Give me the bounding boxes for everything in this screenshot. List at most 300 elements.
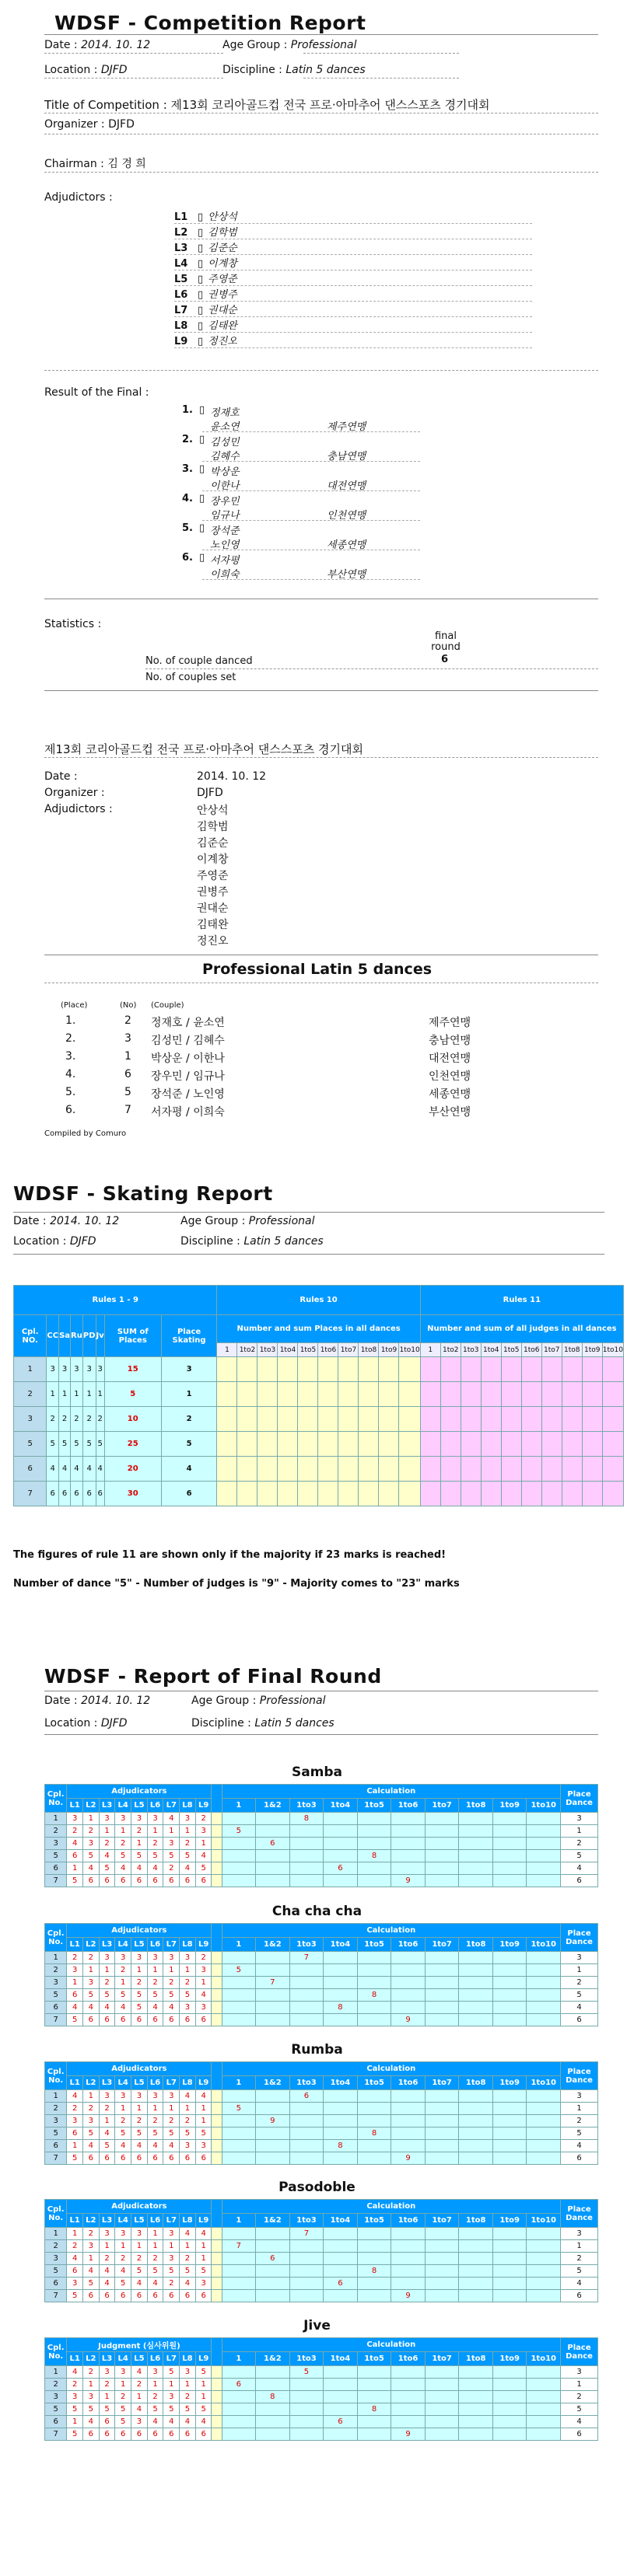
skating-dance-place: 4 <box>47 1457 59 1482</box>
calc-cell <box>289 2265 324 2278</box>
mark-cell: 3 <box>67 2278 83 2290</box>
summary-results <box>65 1014 532 1122</box>
rule10-cell <box>318 1432 338 1457</box>
calc-cell <box>357 2278 391 2290</box>
skating-row <box>14 1407 624 1432</box>
mark-cell: 2 <box>67 2379 83 2391</box>
rule10-cell <box>298 1382 318 1407</box>
rule10-cell <box>257 1407 278 1432</box>
adjudicator-col: L3 <box>99 2076 115 2090</box>
hdr-no: (No) <box>120 1001 137 1010</box>
calc-cell <box>425 2090 459 2103</box>
calc-cell: 8 <box>357 2403 391 2416</box>
calc-cell <box>492 2403 527 2416</box>
skating-sub-col: 1 <box>217 1343 237 1357</box>
rules-11-header: Rules 11 <box>420 1286 623 1315</box>
adjudicator-col: L9 <box>195 2352 212 2366</box>
calc-cell <box>527 1977 561 1989</box>
calc-col: 1&2 <box>256 2214 290 2228</box>
skating-dance-place: 4 <box>82 1457 96 1482</box>
blank-cell <box>212 2416 222 2428</box>
place-dance-cell: 5 <box>561 2127 598 2140</box>
calc-cell <box>527 1838 561 1850</box>
calc-col: 1to8 <box>459 2076 493 2090</box>
mark-cell: 2 <box>67 1952 83 1964</box>
summary-org-label: Organizer : <box>44 787 105 799</box>
mark-cell: 6 <box>82 2290 99 2302</box>
calc-cell <box>256 2090 290 2103</box>
summary-title: 제13회 코리아골드컵 전국 프로·아마추어 댄스스포츠 경기대회 <box>44 742 363 756</box>
blank-cell <box>212 2253 222 2265</box>
dance-cpl-no: 5 <box>45 1989 67 2002</box>
summary-adjudicator: 이계창 <box>197 853 229 866</box>
mark-cell: 4 <box>180 2090 196 2103</box>
skating-dance-place: 6 <box>47 1482 59 1506</box>
calc-cell <box>324 2366 358 2379</box>
mark-cell: 4 <box>82 2002 99 2014</box>
summary-couple: 김성민 / 김혜수 <box>151 1035 225 1047</box>
mark-cell: 5 <box>180 2403 196 2416</box>
calc-cell <box>222 2127 256 2140</box>
skating-sub-col: 1to3 <box>257 1343 278 1357</box>
rule10-cell <box>359 1457 379 1482</box>
result-row <box>171 552 529 581</box>
stat-couples-set: No. of couples set <box>145 672 236 683</box>
dance-row <box>45 1813 598 1825</box>
calc-cell <box>324 1964 358 1977</box>
dance-cpl-no: 2 <box>45 1964 67 1977</box>
calc-col: 1&2 <box>256 2352 290 2366</box>
mark-cell: 1 <box>82 2090 99 2103</box>
blank-cell <box>212 2278 222 2290</box>
calc-cell <box>459 1875 493 1887</box>
report-title: WDSF - Competition Report <box>54 12 366 34</box>
calc-cell <box>256 2416 290 2428</box>
mark-cell: 6 <box>147 2152 163 2165</box>
adjudicator-col: L7 <box>163 2352 180 2366</box>
rule11-cell <box>602 1432 623 1457</box>
rule10-cell <box>217 1432 237 1457</box>
calc-col: 1to3 <box>289 2352 324 2366</box>
calc-cell <box>492 1952 527 1964</box>
mark-cell: 6 <box>99 2428 115 2441</box>
calc-cell <box>357 1952 391 1964</box>
calc-cell: 6 <box>289 2090 324 2103</box>
mark-cell: 5 <box>82 1850 99 1862</box>
sk-age: Professional <box>248 1215 315 1227</box>
rule11-cell <box>501 1432 521 1457</box>
calc-cell <box>391 2140 426 2152</box>
calc-cell <box>391 1952 426 1964</box>
dance-name: Jive <box>303 2318 331 2333</box>
calc-cell <box>289 2103 324 2115</box>
mark-cell: 2 <box>115 2253 131 2265</box>
mark-cell: 3 <box>131 1813 148 1825</box>
mark-cell: 5 <box>131 1989 148 2002</box>
calc-cell <box>459 2240 493 2253</box>
calc-col: 1to8 <box>459 1799 493 1813</box>
summary-adjudicator: 김준순 <box>197 837 229 850</box>
mark-cell: 1 <box>180 2240 196 2253</box>
rule10-cell <box>359 1432 379 1457</box>
skating-table <box>13 1285 624 1506</box>
mark-cell: 6 <box>180 2014 196 2026</box>
mark-cell: 5 <box>99 2403 115 2416</box>
mark-cell: 2 <box>163 2115 180 2127</box>
skating-row <box>14 1382 624 1407</box>
result-label: Result of the Final : <box>44 386 149 399</box>
org-value: DJFD <box>108 118 135 131</box>
mark-cell: 6 <box>131 2152 148 2165</box>
calc-cell <box>459 1850 493 1862</box>
adjudicator-code: L6 <box>174 289 188 301</box>
mark-cell: 1 <box>99 2240 115 2253</box>
adjudicator-code: L3 <box>174 243 188 254</box>
calc-cell <box>222 2002 256 2014</box>
calc-cell: 8 <box>357 2265 391 2278</box>
calc-cell <box>527 2240 561 2253</box>
calc-col: 1to4 <box>324 1938 358 1952</box>
calc-cell <box>391 2127 426 2140</box>
mark-cell: 1 <box>67 2416 83 2428</box>
calc-cell <box>357 1813 391 1825</box>
rule11-cell <box>461 1407 481 1432</box>
rule10-cell <box>318 1482 338 1506</box>
rule10-cell <box>399 1407 420 1432</box>
mark-cell: 2 <box>115 1964 131 1977</box>
mark-cell: 2 <box>115 2115 131 2127</box>
dance-cpl-no: 5 <box>45 2403 67 2416</box>
mark-cell: 3 <box>82 2115 99 2127</box>
calc-cell: 7 <box>289 1952 324 1964</box>
adjudicator-col: L7 <box>163 2076 180 2090</box>
summary-couple: 장석준 / 노인영 <box>151 1088 225 1101</box>
rule10-cell <box>237 1382 257 1407</box>
skating-sub-col: 1to8 <box>562 1343 582 1357</box>
dance-cpl-no: 1 <box>45 2366 67 2379</box>
blank-cell <box>212 2090 222 2103</box>
summary-adjudicator: 김태완 <box>197 919 229 931</box>
mark-cell: 2 <box>99 2379 115 2391</box>
rules-10-sub: Number and sum Places in all dances <box>217 1315 420 1343</box>
calc-cell <box>256 1875 290 1887</box>
calc-cell <box>492 1850 527 1862</box>
blank-col <box>212 2338 222 2366</box>
calc-col: 1to9 <box>492 2352 527 2366</box>
skating-dance-place: 4 <box>71 1457 83 1482</box>
org-row <box>44 118 135 131</box>
calc-cell <box>357 2416 391 2428</box>
calc-cell <box>222 1862 256 1875</box>
dance-row <box>45 1952 598 1964</box>
place-dance-cell: 1 <box>561 1825 598 1838</box>
calc-cell <box>492 1813 527 1825</box>
calc-cell <box>289 1875 324 1887</box>
skating-sub-col: 1to10 <box>602 1343 623 1357</box>
calc-col: 1to6 <box>391 1938 426 1952</box>
calc-col: 1to9 <box>492 1799 527 1813</box>
calc-col: 1to10 <box>527 2352 561 2366</box>
adjudicator-col: L7 <box>163 2214 180 2228</box>
blank-cell <box>212 2428 222 2441</box>
disc-label: Discipline : <box>222 64 282 76</box>
calc-cell <box>459 1964 493 1977</box>
rule10-cell <box>278 1382 298 1407</box>
calc-cell <box>256 2366 290 2379</box>
box-glyph: ▯ <box>198 305 204 316</box>
rule11-cell <box>481 1457 501 1482</box>
rule11-cell <box>440 1457 461 1482</box>
dance-table <box>44 1923 598 2026</box>
calc-cell: 6 <box>256 1838 290 1850</box>
rule10-cell <box>379 1357 399 1382</box>
calc-cell <box>459 2115 493 2127</box>
adjudicator-col: L1 <box>67 1799 83 1813</box>
mark-cell: 4 <box>115 1862 131 1875</box>
calc-cell <box>324 2240 358 2253</box>
calc-cell <box>391 2391 426 2403</box>
mark-cell: 4 <box>131 2366 148 2379</box>
rule11-cell <box>582 1482 602 1506</box>
calc-cell <box>459 2002 493 2014</box>
calc-cell <box>289 2002 324 2014</box>
blank-col <box>212 2062 222 2090</box>
mark-cell: 4 <box>115 2002 131 2014</box>
sk-loc: DJFD <box>69 1235 96 1248</box>
calc-cell <box>425 1850 459 1862</box>
adjudicator-row <box>174 208 532 224</box>
chair-row <box>44 155 146 171</box>
calc-col: 1to4 <box>324 2214 358 2228</box>
skating-sub-col: 1to10 <box>399 1343 420 1357</box>
calc-cell <box>256 2002 290 2014</box>
rule11-cell <box>501 1482 521 1506</box>
mark-cell: 1 <box>131 1964 148 1977</box>
summary-couple: 정재호 / 윤소연 <box>151 1017 225 1029</box>
rule11-cell <box>440 1432 461 1457</box>
skating-dance-place: 3 <box>47 1357 59 1382</box>
adjudicator-row <box>174 255 532 271</box>
calc-cell <box>357 2115 391 2127</box>
rule11-cell <box>521 1382 541 1407</box>
mark-cell: 3 <box>180 2140 196 2152</box>
skating-sub-col: 1to6 <box>521 1343 541 1357</box>
mark-cell: 4 <box>163 2002 180 2014</box>
sk-age-label: Age Group : <box>180 1215 246 1227</box>
calc-cell <box>425 2290 459 2302</box>
calc-col: 1to5 <box>357 2076 391 2090</box>
sk-date: 2014. 10. 12 <box>50 1215 120 1227</box>
adjudicator-col: L9 <box>195 2214 212 2228</box>
dance-cpl-no: 3 <box>45 2115 67 2127</box>
mark-cell: 5 <box>147 2127 163 2140</box>
summary-number: 3 <box>124 1032 131 1045</box>
rule11-cell <box>541 1382 562 1407</box>
calc-cell: 6 <box>222 2379 256 2391</box>
calc-cell <box>527 1850 561 1862</box>
calc-cell <box>425 2391 459 2403</box>
dance-table <box>44 2337 598 2441</box>
dance-cpl-no: 6 <box>45 1862 67 1875</box>
summary-category: Professional Latin 5 dances <box>201 961 433 978</box>
chair-value: 김 경 희 <box>107 158 146 170</box>
mark-cell: 2 <box>82 2103 99 2115</box>
mark-cell: 2 <box>99 2253 115 2265</box>
rule10-cell <box>257 1357 278 1382</box>
mark-cell: 4 <box>147 2278 163 2290</box>
cpl-header: Cpl. No. <box>45 2338 67 2366</box>
mark-cell: 2 <box>131 2253 148 2265</box>
place-dance-cell: 3 <box>561 2090 598 2103</box>
dance-name: Cha cha cha <box>271 1904 363 1919</box>
calc-cell <box>256 1862 290 1875</box>
calc-cell <box>527 2278 561 2290</box>
calc-col: 1to10 <box>527 2214 561 2228</box>
adjudicator-row <box>174 271 532 286</box>
mark-cell: 3 <box>115 2090 131 2103</box>
calc-cell <box>324 2403 358 2416</box>
skating-dance-place: 6 <box>71 1482 83 1506</box>
calc-cell <box>391 2002 426 2014</box>
mark-cell: 3 <box>131 2416 148 2428</box>
rule10-cell <box>217 1357 237 1382</box>
mark-cell: 2 <box>180 2253 196 2265</box>
result-place: 5. <box>182 522 193 534</box>
summary-club: 인천연맹 <box>429 1070 471 1083</box>
calc-cell <box>459 2290 493 2302</box>
skating-dance-place: 5 <box>59 1432 71 1457</box>
calc-col: 1to8 <box>459 2352 493 2366</box>
calc-cell <box>391 2366 426 2379</box>
dance-cpl-no: 1 <box>45 2090 67 2103</box>
summary-adj-list <box>197 803 229 950</box>
calc-cell <box>459 2014 493 2026</box>
mark-cell: 1 <box>147 1964 163 1977</box>
calc-cell <box>527 2140 561 2152</box>
summary-number: 2 <box>124 1014 131 1027</box>
rule10-cell <box>399 1482 420 1506</box>
mark-cell: 5 <box>180 1850 196 1862</box>
dance-cpl-no: 2 <box>45 2240 67 2253</box>
adjudicator-col: L6 <box>147 1938 163 1952</box>
blank-cell <box>212 2103 222 2115</box>
calc-cell <box>289 2290 324 2302</box>
skating-sub-col: 1to7 <box>338 1343 359 1357</box>
calc-cell <box>222 1977 256 1989</box>
mark-cell: 5 <box>180 2127 196 2140</box>
calc-cell <box>425 2366 459 2379</box>
adjudicator-row <box>174 317 532 333</box>
skating-cpl-no: 5 <box>14 1432 47 1457</box>
rule11-cell <box>541 1482 562 1506</box>
rule11-cell <box>420 1382 440 1407</box>
dance-name: Rumba <box>291 2042 343 2058</box>
mark-cell: 2 <box>99 1838 115 1850</box>
skating-dance-place: 3 <box>71 1357 83 1382</box>
mark-cell: 2 <box>115 2391 131 2403</box>
calc-cell <box>425 2140 459 2152</box>
mark-cell: 3 <box>180 2366 196 2379</box>
mark-cell: 5 <box>131 2265 148 2278</box>
calc-cell <box>492 1964 527 1977</box>
rule11-cell <box>501 1407 521 1432</box>
adjudicator-name: 주영준 <box>208 274 237 285</box>
adjudicator-col: L8 <box>180 1799 196 1813</box>
adjudicator-name: 이계창 <box>208 258 237 270</box>
blank-cell <box>212 2127 222 2140</box>
place-dance-header: Place Dance <box>561 1785 598 1813</box>
loc-row <box>44 64 128 76</box>
calc-cell <box>459 2391 493 2403</box>
mark-cell: 1 <box>195 2115 212 2127</box>
skating-sub-col: 1to5 <box>298 1343 318 1357</box>
rule11-cell <box>602 1357 623 1382</box>
skating-sub-col: 1to2 <box>440 1343 461 1357</box>
calc-cell <box>492 2366 527 2379</box>
mark-cell: 4 <box>115 2140 131 2152</box>
result-club: 부산연맹 <box>327 569 366 581</box>
calc-cell <box>527 2002 561 2014</box>
summary-row <box>65 1050 532 1068</box>
skating-col-header: PD <box>82 1315 96 1357</box>
summary-couple: 박상운 / 이한나 <box>151 1052 225 1065</box>
calc-cell <box>459 2379 493 2391</box>
calc-cell: 5 <box>222 1964 256 1977</box>
comp-label: Title of Competition : <box>44 98 167 112</box>
sk-loc-label: Location : <box>13 1235 67 1248</box>
summary-date: 2014. 10. 12 <box>197 770 267 783</box>
calc-cell <box>391 2228 426 2240</box>
dance-row <box>45 2278 598 2290</box>
mark-cell: 3 <box>163 2228 180 2240</box>
adjudicator-col: L9 <box>195 1938 212 1952</box>
blank-cell <box>212 2403 222 2416</box>
adjudicator-code: L7 <box>174 305 188 316</box>
skating-cpl-no: 2 <box>14 1382 47 1407</box>
calc-cell <box>425 2014 459 2026</box>
adjudicator-col: L7 <box>163 1799 180 1813</box>
mark-cell: 1 <box>163 1964 180 1977</box>
mark-cell: 1 <box>163 2379 180 2391</box>
mark-cell: 1 <box>147 1825 163 1838</box>
result-row <box>171 404 529 434</box>
calc-cell <box>492 2090 527 2103</box>
calc-cell: 5 <box>289 2366 324 2379</box>
summary-club: 세종연맹 <box>429 1088 471 1101</box>
rule10-cell <box>379 1432 399 1457</box>
adjudicator-col: L5 <box>131 2076 148 2090</box>
dance-cpl-no: 3 <box>45 1977 67 1989</box>
mark-cell: 1 <box>195 2379 212 2391</box>
mark-cell: 6 <box>115 2428 131 2441</box>
calc-cell <box>256 2127 290 2140</box>
calc-col: 1to6 <box>391 2214 426 2228</box>
adjudicator-col: L1 <box>67 2214 83 2228</box>
mark-cell: 2 <box>180 2115 196 2127</box>
blank-cell <box>212 2002 222 2014</box>
calc-cell <box>492 2379 527 2391</box>
mark-cell: 1 <box>147 2103 163 2115</box>
rule10-cell <box>278 1457 298 1482</box>
calc-cell <box>527 2090 561 2103</box>
calc-cell <box>289 2379 324 2391</box>
mark-cell: 1 <box>195 2240 212 2253</box>
skating-dance-place: 2 <box>71 1407 83 1432</box>
mark-cell: 4 <box>131 2403 148 2416</box>
mark-cell: 5 <box>67 2152 83 2165</box>
mark-cell: 6 <box>163 2428 180 2441</box>
mark-cell: 2 <box>147 2253 163 2265</box>
